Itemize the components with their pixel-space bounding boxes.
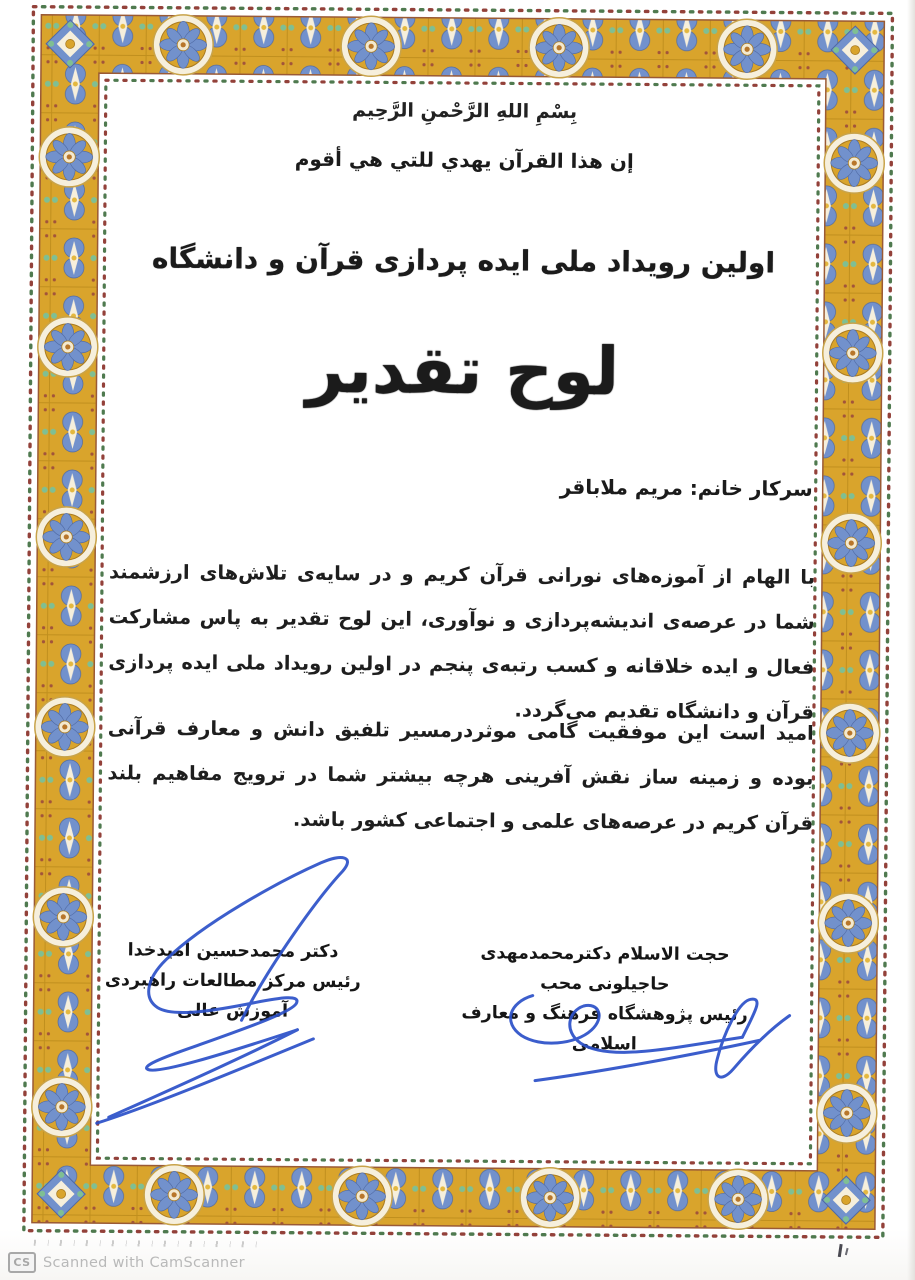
signatory-name-left: دکتر محمدحسین امیدخدا <box>127 940 339 963</box>
signatory-title-left: رئیس مرکز مطالعات راهبردی آموزش عالی <box>104 970 361 1022</box>
page-edge-shadow <box>907 0 915 1280</box>
event-title: اولین رویداد ملی ایده پردازی قرآن و دانشگاه <box>151 241 776 280</box>
body-paragraph-2: امید است این موفقیت گامی موثردرمسیر تلفیق دانش و معارف قرآنی بوده و زمینه ساز نقش آفرینی هرچه بیشتر شما در ترویج مفاهیم بلند قرآن کریم در عرصه‌های علمی و اجتماعی کشور باشد. <box>107 716 814 835</box>
camscanner-logo-icon: CS <box>8 1252 36 1273</box>
signatory-title-right: رئیس پژوهشگاه فرهنگ و معارف اسلامی <box>461 1003 748 1055</box>
certificate-main-title: لوح تقدیر <box>305 330 620 411</box>
body-paragraph-1: با الهام از آموزه‌های نورانی قرآن کریم و در سایه‌ی تلاش‌های ارزشمند شما در عرصه‌ی اندیشه‌پردازی و نوآوری، این لوح تقدیر به پاس مشارکت فعال و ایده خلاقانه و کسب رتبه‌ی پنجم در اولین رویداد ملی ایده پردازی قرآن و دانشگاه تقدیم می‌گردد. <box>108 560 816 724</box>
bismillah-line: بِسْمِ اللهِ الرَّحْمنِ الرَّحِيم <box>352 99 578 123</box>
signatory-name-right: حجت الاسلام دکترمحمدمهدی حاجیلونی محب <box>480 943 730 995</box>
camscanner-watermark-text: Scanned with CamScanner <box>43 1254 245 1271</box>
signature-block-left <box>82 935 383 1027</box>
quran-verse-line: إن هذا القرآن يهدي للتي هي أقوم <box>294 146 634 174</box>
camscanner-watermark <box>8 1252 245 1273</box>
recipient-line: سرکار خانم: مریم ملاباقر <box>559 474 813 501</box>
signature-block-right <box>454 938 755 1060</box>
